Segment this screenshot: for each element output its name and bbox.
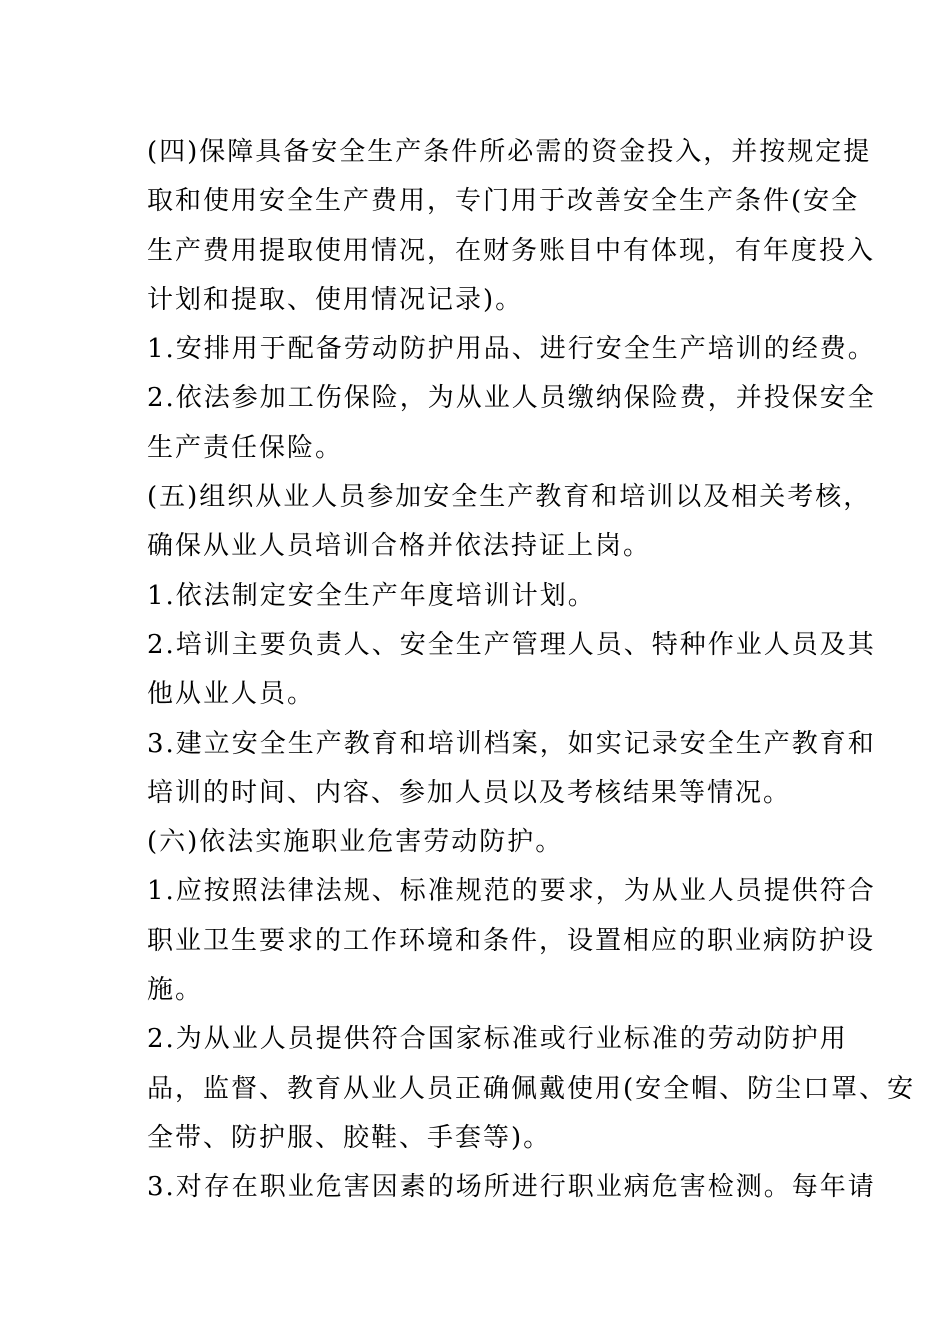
text-line: (五)组织从业人员参加安全生产教育和培训以及相关考核，: [147, 482, 872, 513]
text-line: 1.应按照法律法规、标准规范的要求，为从业人员提供符合: [147, 876, 876, 907]
text-line: 施。: [147, 975, 204, 1006]
text-line: 生产责任保险。: [147, 432, 344, 463]
text-line: 生产费用提取使用情况，在财务账目中有体现，有年度投入: [147, 235, 876, 266]
text-line: 1.依法制定安全生产年度培训计划。: [147, 580, 596, 611]
text-line: 2.培训主要负责人、安全生产管理人员、特种作业人员及其: [147, 629, 876, 660]
document-body: [147, 128, 916, 1213]
text-line: 职业卫生要求的工作环境和条件，设置相应的职业病防护设: [147, 925, 876, 956]
text-line: 培训的时间、内容、参加人员以及考核结果等情况。: [147, 777, 792, 808]
text-line: 3.建立安全生产教育和培训档案，如实记录安全生产教育和: [147, 728, 876, 759]
text-line: 1.安排用于配备劳动防护用品、进行安全生产培训的经费。: [147, 334, 876, 365]
text-line: 2.为从业人员提供符合国家标准或行业标准的劳动防护用: [147, 1024, 848, 1055]
text-line: 全带、防护服、胶鞋、手套等)。: [147, 1122, 552, 1153]
text-line: 确保从业人员培训合格并依法持证上岗。: [147, 531, 652, 562]
text-line: (四)保障具备安全生产条件所必需的资金投入，并按规定提: [147, 137, 872, 167]
text-line: (六)依法实施职业危害劳动防护。: [147, 827, 564, 858]
text-line: 计划和提取、使用情况记录)。: [147, 284, 524, 315]
text-line: 2.依法参加工伤保险，为从业人员缴纳保险费，并投保安全: [147, 383, 876, 414]
text-line: 品，监督、教育从业人员正确佩戴使用(安全帽、防尘口罩、安: [147, 1073, 916, 1104]
text-line: 他从业人员。: [147, 679, 316, 710]
text-line: 取和使用安全生产费用，专门用于改善安全生产条件(安全: [147, 186, 860, 217]
text-line: 3.对存在职业危害因素的场所进行职业病危害检测。每年请: [147, 1172, 876, 1203]
